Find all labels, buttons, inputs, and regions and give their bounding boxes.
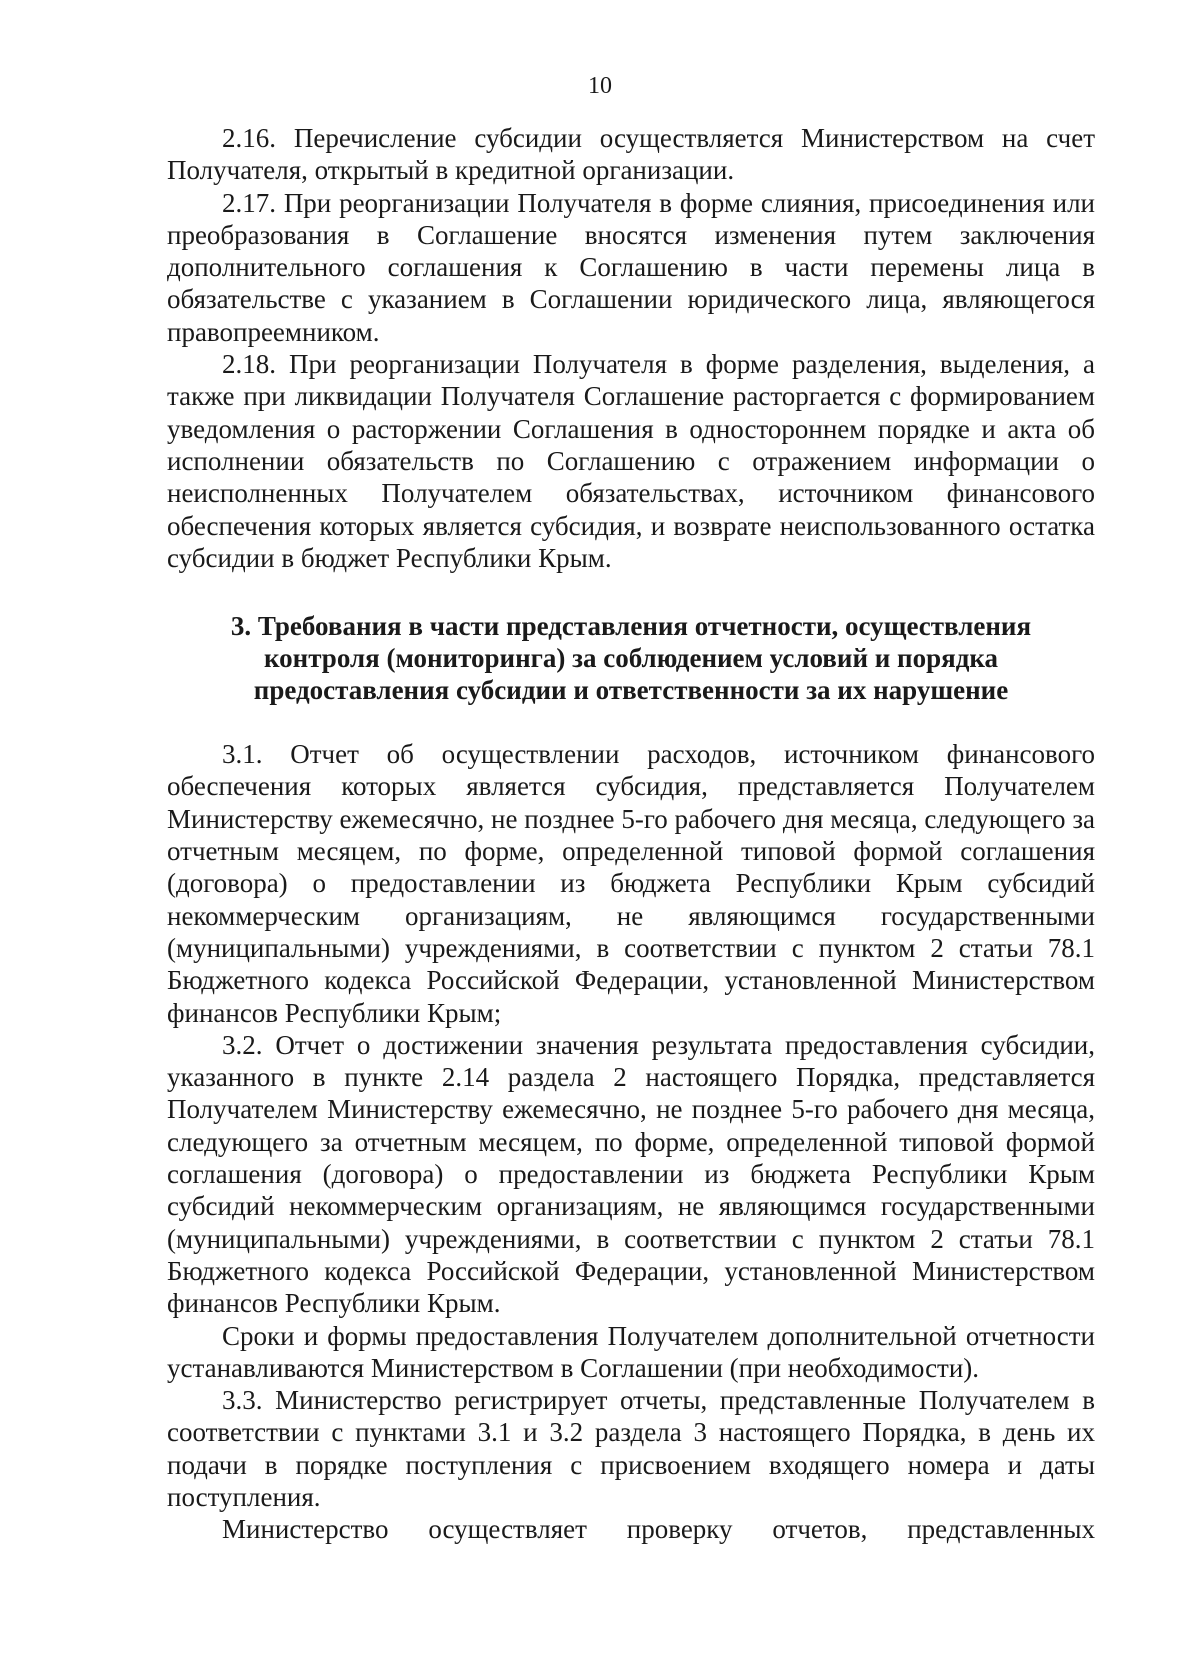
paragraph-2-17: 2.17. При реорганизации Получателя в форме слияния, присоединения или преобразования в Соглашение вносятся изменения путем заключения дополнительного соглашения к Соглашению в части перемены лица в обязательстве с указанием в Соглашении юридического лица, являющегося правопреемником. [167,187,1095,347]
paragraph-3-1: 3.1. Отчет об осуществлении расходов, источником финансового обеспечения которых является субсидия, представляется Получателем Министерству ежемесячно, не позднее 5-го рабочего дня месяца, следующего за отчетным месяцем, по форме, определенной типовой формой соглашения (договора) о предоставлении из бюджета Республики Крым субсидий некоммерческим организациям, не являющимся государственными (муниципальными) учреждениями, в соответствии с пунктом 2 статьи 78.1 Бюджетного кодекса Российской Федерации, установленной Министерством финансов Республики Крым; [167,739,1095,1028]
page-number: 10 [588,73,612,99]
paragraph-3-3: 3.3. Министерство регистрирует отчеты, представленные Получателем в соответствии с пунктами 3.1 и 3.2 раздела 3 настоящего Порядка, в день их подачи в порядке поступления с присвоением входящего номера и даты поступления. [167,1385,1095,1512]
paragraph-2-18: 2.18. При реорганизации Получателя в форме разделения, выделения, а также при ликвидации Получателя Соглашение расторгается с формированием уведомления о расторжении Соглашения в одностороннем порядке и акта об исполнении обязательств по Соглашению с отражением информации о неисполненных Получателем обязательствах, источником финансового обеспечения которых является субсидия, и возврате неиспользованного остатка субсидии в бюджет Республики Крым. [167,349,1095,573]
section-title-line-3: предоставления субсидии и ответственности за их нарушение [253,675,1009,706]
section-title-line-2: контроля (мониторинга) за соблюдением условий и порядка [263,643,999,674]
paragraph-3-2: 3.2. Отчет о достижении значения результата предоставления субсидии, указанного в пункте 2.14 раздела 2 настоящего Порядка, представляется Получателем Министерству ежемесячно, не позднее 5-го рабочего дня месяца, следующего за отчетным месяцем, по форме, определенной типовой формой соглашения (договора) о предоставлении из бюджета Республики Крым субсидий некоммерческим организациям, не являющимся государственными (муниципальными) учреждениями, в соответствии с пунктом 2 статьи 78.1 Бюджетного кодекса Российской Федерации, установленной Министерством финансов Республики Крым. [167,1029,1095,1319]
document-body [167,122,1095,1546]
paragraph-2-16: 2.16. Перечисление субсидии осуществляется Министерством на счет Получателя, открытый в кредитной организации. [167,123,1095,186]
section-3-title [167,610,1095,706]
paragraph-additional-reporting: Сроки и формы предоставления Получателем дополнительной отчетности устанавливаются Министерством в Соглашении (при необходимости). [167,1320,1095,1383]
paragraph-verification: Министерство осуществляет проверку отчетов, представленных [222,1514,1095,1545]
section-title-line-1: 3. Требования в части представления отчетности, осуществления [230,611,1032,642]
